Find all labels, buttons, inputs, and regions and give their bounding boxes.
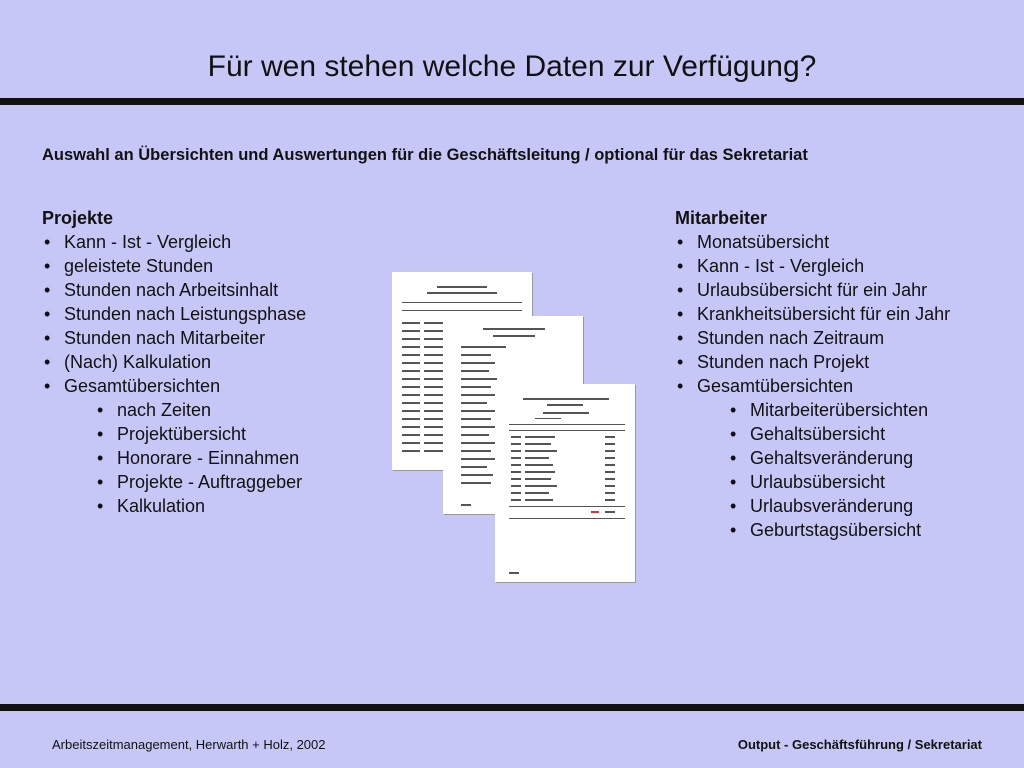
list-item: • Monatsübersicht — [675, 230, 950, 254]
list-item: • Krankheitsübersicht für ein Jahr — [675, 302, 950, 326]
projekte-heading: Projekte — [42, 208, 114, 228]
list-item: • geleistete Stunden — [42, 254, 306, 278]
list-item: • (Nach) Kalkulation — [42, 350, 306, 374]
slide-title: Für wen stehen welche Daten zur Verfügung? — [207, 50, 817, 83]
report-thumbnail-3 — [495, 384, 635, 582]
sub-list-item: • Gehaltsübersicht — [675, 422, 950, 446]
sub-list-item: • Urlaubsübersicht — [675, 470, 950, 494]
list-item: • Stunden nach Mitarbeiter — [42, 326, 306, 350]
list-item: • Kann - Ist - Vergleich — [675, 254, 950, 278]
sub-list-item: • Projekte - Auftraggeber — [42, 470, 306, 494]
sub-list-item: • Mitarbeiterübersichten — [675, 398, 950, 422]
slide-subtitle: Auswahl an Übersichten und Auswertungen für die Geschäftsleitung / optional für das Sekretariat — [42, 146, 808, 164]
footer-section-label: Output - Geschäftsführung / Sekretariat — [737, 737, 982, 752]
list-item: • Stunden nach Leistungsphase — [42, 302, 306, 326]
list-item: • Stunden nach Arbeitsinhalt — [42, 278, 306, 302]
list-item: • Kann - Ist - Vergleich — [42, 230, 306, 254]
top-divider — [0, 98, 1024, 105]
sub-list-item: • Gehaltsveränderung — [675, 446, 950, 470]
list-item: • Stunden nach Zeitraum — [675, 326, 950, 350]
sub-list-item: • Urlaubsveränderung — [675, 494, 950, 518]
list-item: • Gesamtübersichten — [42, 374, 306, 398]
list-item: • Gesamtübersichten — [675, 374, 950, 398]
list-item: • Stunden nach Projekt — [675, 350, 950, 374]
sub-list-item: • Projektübersicht — [42, 422, 306, 446]
footer-source: Arbeitszeitmanagement, Herwarth + Holz, 2002 — [52, 737, 326, 752]
sub-list-item: • Geburtstagsübersicht — [675, 518, 950, 542]
report-page-icon — [495, 384, 635, 582]
mitarbeiter-heading: Mitarbeiter — [675, 208, 768, 228]
bottom-divider — [0, 704, 1024, 711]
projekte-column — [42, 206, 306, 518]
projekte-list — [42, 230, 306, 518]
sub-list-item: • Kalkulation — [42, 494, 306, 518]
sub-list-item: • Honorare - Einnahmen — [42, 446, 306, 470]
mitarbeiter-list — [675, 230, 950, 542]
sub-list-item: • nach Zeiten — [42, 398, 306, 422]
mitarbeiter-column — [675, 206, 950, 542]
list-item: • Urlaubsübersicht für ein Jahr — [675, 278, 950, 302]
